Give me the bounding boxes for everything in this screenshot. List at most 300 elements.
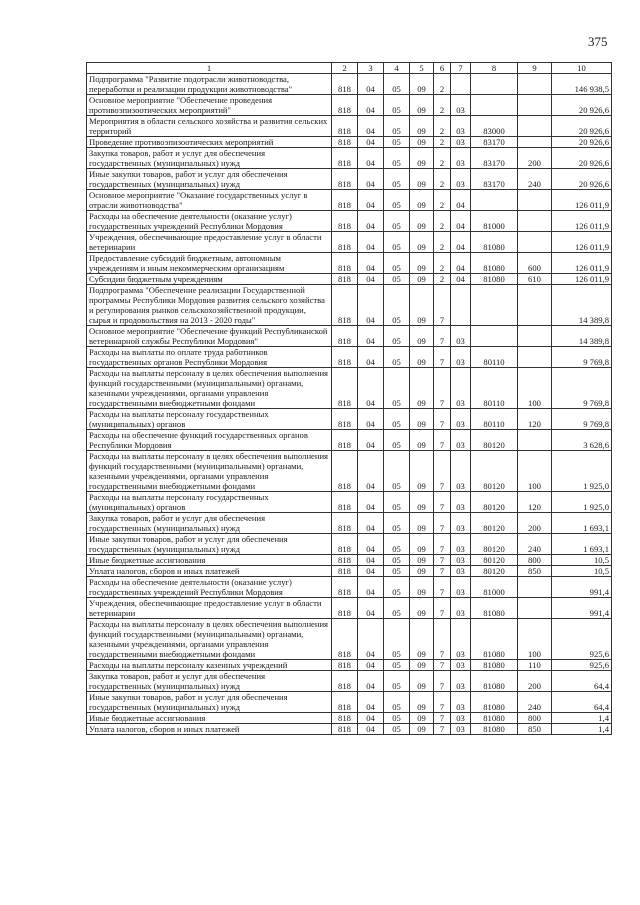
cell-item-name: Основное мероприятие "Обеспечение проведения противоэпизоотических мероприятий" bbox=[87, 95, 332, 116]
cell-item-name: Уплата налогов, сборов и иных платежей bbox=[87, 566, 332, 577]
cell-subsection-code: 05 bbox=[384, 534, 410, 555]
cell-subsection-code: 05 bbox=[384, 409, 410, 430]
cell-amount: 20 926,6 bbox=[552, 116, 612, 137]
column-header: 10 bbox=[552, 63, 612, 74]
table-row bbox=[87, 566, 612, 577]
column-header: 6 bbox=[434, 63, 451, 74]
cell-admin-code: 818 bbox=[332, 566, 358, 577]
cell-expense-type-code bbox=[518, 74, 552, 95]
cell-admin-code: 818 bbox=[332, 190, 358, 211]
cell-item-name: Расходы на выплаты персоналу казенных учреждений bbox=[87, 660, 332, 671]
cell-section-code: 04 bbox=[358, 190, 384, 211]
cell-subprogram-code: 7 bbox=[434, 660, 451, 671]
table-row bbox=[87, 713, 612, 724]
cell-amount: 9 769,8 bbox=[552, 368, 612, 409]
cell-admin-code: 818 bbox=[332, 409, 358, 430]
cell-item-name: Субсидии бюджетным учреждениям bbox=[87, 274, 332, 285]
cell-expense-type-code: 200 bbox=[518, 148, 552, 169]
column-header: 7 bbox=[451, 63, 471, 74]
cell-subprogram-code: 2 bbox=[434, 137, 451, 148]
cell-amount: 991,4 bbox=[552, 598, 612, 619]
cell-subsection-code: 05 bbox=[384, 555, 410, 566]
cell-program-code: 09 bbox=[410, 671, 434, 692]
cell-activity-code: 03 bbox=[451, 148, 471, 169]
cell-activity-code: 03 bbox=[451, 513, 471, 534]
column-header: 5 bbox=[410, 63, 434, 74]
cell-item-name: Иные бюджетные ассигнования bbox=[87, 555, 332, 566]
cell-subsection-code: 05 bbox=[384, 190, 410, 211]
cell-admin-code: 818 bbox=[332, 211, 358, 232]
cell-subsection-code: 05 bbox=[384, 148, 410, 169]
cell-direction-code: 80120 bbox=[471, 430, 518, 451]
cell-activity-code: 04 bbox=[451, 232, 471, 253]
table-row bbox=[87, 116, 612, 137]
column-header: 1 bbox=[87, 63, 332, 74]
cell-program-code: 09 bbox=[410, 74, 434, 95]
cell-section-code: 04 bbox=[358, 724, 384, 735]
table-body bbox=[87, 74, 612, 735]
cell-program-code: 09 bbox=[410, 274, 434, 285]
cell-expense-type-code: 200 bbox=[518, 513, 552, 534]
cell-admin-code: 818 bbox=[332, 368, 358, 409]
table-row bbox=[87, 534, 612, 555]
cell-direction-code: 81000 bbox=[471, 577, 518, 598]
cell-section-code: 04 bbox=[358, 137, 384, 148]
budget-table bbox=[86, 62, 612, 735]
cell-program-code: 09 bbox=[410, 513, 434, 534]
cell-expense-type-code bbox=[518, 430, 552, 451]
cell-direction-code: 81080 bbox=[471, 671, 518, 692]
cell-amount: 3 628,6 bbox=[552, 430, 612, 451]
cell-section-code: 04 bbox=[358, 253, 384, 274]
table-row bbox=[87, 211, 612, 232]
cell-subsection-code: 05 bbox=[384, 232, 410, 253]
cell-subprogram-code: 7 bbox=[434, 409, 451, 430]
cell-amount: 9 769,8 bbox=[552, 347, 612, 368]
cell-activity-code: 03 bbox=[451, 598, 471, 619]
cell-section-code: 04 bbox=[358, 598, 384, 619]
cell-program-code: 09 bbox=[410, 566, 434, 577]
cell-amount: 146 938,5 bbox=[552, 74, 612, 95]
cell-program-code: 09 bbox=[410, 598, 434, 619]
table-row bbox=[87, 671, 612, 692]
cell-expense-type-code: 610 bbox=[518, 274, 552, 285]
cell-expense-type-code bbox=[518, 347, 552, 368]
cell-item-name: Иные закупки товаров, работ и услуг для обеспечения государственных (муниципальных) нужд bbox=[87, 169, 332, 190]
cell-item-name: Учреждения, обеспечивающие предоставление услуг в области ветеринарии bbox=[87, 232, 332, 253]
cell-subprogram-code: 7 bbox=[434, 347, 451, 368]
cell-amount: 126 011,9 bbox=[552, 253, 612, 274]
cell-expense-type-code: 800 bbox=[518, 555, 552, 566]
table-row bbox=[87, 409, 612, 430]
cell-expense-type-code: 200 bbox=[518, 671, 552, 692]
cell-activity-code: 03 bbox=[451, 95, 471, 116]
table-row bbox=[87, 598, 612, 619]
cell-subprogram-code: 7 bbox=[434, 713, 451, 724]
cell-section-code: 04 bbox=[358, 148, 384, 169]
cell-subsection-code: 05 bbox=[384, 660, 410, 671]
cell-section-code: 04 bbox=[358, 577, 384, 598]
cell-subsection-code: 05 bbox=[384, 368, 410, 409]
cell-admin-code: 818 bbox=[332, 534, 358, 555]
cell-subsection-code: 05 bbox=[384, 274, 410, 285]
cell-subprogram-code: 2 bbox=[434, 232, 451, 253]
cell-amount: 1 925,0 bbox=[552, 451, 612, 492]
cell-direction-code: 80120 bbox=[471, 534, 518, 555]
cell-amount: 1 925,0 bbox=[552, 492, 612, 513]
cell-amount: 126 011,9 bbox=[552, 211, 612, 232]
cell-program-code: 09 bbox=[410, 713, 434, 724]
cell-subprogram-code: 2 bbox=[434, 190, 451, 211]
table-row bbox=[87, 148, 612, 169]
cell-item-name: Учреждения, обеспечивающие предоставление услуг в области ветеринарии bbox=[87, 598, 332, 619]
cell-expense-type-code bbox=[518, 285, 552, 326]
cell-admin-code: 818 bbox=[332, 285, 358, 326]
table-row bbox=[87, 692, 612, 713]
cell-subprogram-code: 7 bbox=[434, 368, 451, 409]
cell-direction-code: 80120 bbox=[471, 513, 518, 534]
cell-subsection-code: 05 bbox=[384, 347, 410, 368]
cell-subprogram-code: 2 bbox=[434, 74, 451, 95]
cell-subsection-code: 05 bbox=[384, 619, 410, 660]
cell-section-code: 04 bbox=[358, 555, 384, 566]
cell-subprogram-code: 7 bbox=[434, 577, 451, 598]
column-header: 8 bbox=[471, 63, 518, 74]
cell-subsection-code: 05 bbox=[384, 598, 410, 619]
cell-subsection-code: 05 bbox=[384, 116, 410, 137]
cell-amount: 126 011,9 bbox=[552, 274, 612, 285]
page-number: 375 bbox=[588, 34, 608, 49]
cell-amount: 1,4 bbox=[552, 713, 612, 724]
table-row bbox=[87, 137, 612, 148]
cell-expense-type-code: 100 bbox=[518, 619, 552, 660]
cell-subprogram-code: 2 bbox=[434, 169, 451, 190]
cell-direction-code: 83170 bbox=[471, 137, 518, 148]
cell-subsection-code: 05 bbox=[384, 513, 410, 534]
cell-item-name: Проведение противоэпизоотических мероприятий bbox=[87, 137, 332, 148]
table-row bbox=[87, 451, 612, 492]
cell-item-name: Иные закупки товаров, работ и услуг для обеспечения государственных (муниципальных) нужд bbox=[87, 692, 332, 713]
cell-direction-code: 83000 bbox=[471, 116, 518, 137]
cell-section-code: 04 bbox=[358, 492, 384, 513]
cell-activity-code: 03 bbox=[451, 534, 471, 555]
cell-subsection-code: 05 bbox=[384, 492, 410, 513]
cell-admin-code: 818 bbox=[332, 671, 358, 692]
cell-admin-code: 818 bbox=[332, 713, 358, 724]
cell-subprogram-code: 7 bbox=[434, 326, 451, 347]
cell-expense-type-code: 600 bbox=[518, 253, 552, 274]
table-row bbox=[87, 347, 612, 368]
cell-expense-type-code: 240 bbox=[518, 534, 552, 555]
cell-section-code: 04 bbox=[358, 660, 384, 671]
cell-subprogram-code: 7 bbox=[434, 692, 451, 713]
cell-subprogram-code: 7 bbox=[434, 671, 451, 692]
cell-section-code: 04 bbox=[358, 326, 384, 347]
cell-activity-code: 03 bbox=[451, 566, 471, 577]
cell-section-code: 04 bbox=[358, 169, 384, 190]
cell-amount: 14 389,8 bbox=[552, 285, 612, 326]
cell-activity-code: 04 bbox=[451, 211, 471, 232]
cell-direction-code bbox=[471, 326, 518, 347]
cell-program-code: 09 bbox=[410, 285, 434, 326]
cell-program-code: 09 bbox=[410, 232, 434, 253]
table-row bbox=[87, 724, 612, 735]
cell-activity-code: 03 bbox=[451, 713, 471, 724]
cell-expense-type-code bbox=[518, 190, 552, 211]
cell-admin-code: 818 bbox=[332, 555, 358, 566]
cell-subprogram-code: 7 bbox=[434, 555, 451, 566]
cell-program-code: 09 bbox=[410, 95, 434, 116]
cell-direction-code: 81080 bbox=[471, 598, 518, 619]
cell-activity-code: 03 bbox=[451, 692, 471, 713]
cell-item-name: Расходы на обеспечение деятельности (оказание услуг) государственных учреждений Республики Мордовия bbox=[87, 577, 332, 598]
cell-admin-code: 818 bbox=[332, 137, 358, 148]
cell-admin-code: 818 bbox=[332, 232, 358, 253]
cell-direction-code: 80120 bbox=[471, 555, 518, 566]
cell-amount: 64,4 bbox=[552, 671, 612, 692]
cell-expense-type-code bbox=[518, 95, 552, 116]
cell-amount: 1,4 bbox=[552, 724, 612, 735]
cell-subprogram-code: 7 bbox=[434, 492, 451, 513]
cell-direction-code: 80120 bbox=[471, 492, 518, 513]
column-header: 4 bbox=[384, 63, 410, 74]
cell-subsection-code: 05 bbox=[384, 285, 410, 326]
cell-subsection-code: 05 bbox=[384, 451, 410, 492]
cell-admin-code: 818 bbox=[332, 74, 358, 95]
cell-program-code: 09 bbox=[410, 577, 434, 598]
cell-section-code: 04 bbox=[358, 409, 384, 430]
cell-item-name: Иные бюджетные ассигнования bbox=[87, 713, 332, 724]
cell-activity-code: 03 bbox=[451, 326, 471, 347]
cell-amount: 20 926,6 bbox=[552, 137, 612, 148]
cell-activity-code: 03 bbox=[451, 347, 471, 368]
cell-activity-code: 03 bbox=[451, 409, 471, 430]
cell-admin-code: 818 bbox=[332, 169, 358, 190]
cell-expense-type-code: 240 bbox=[518, 692, 552, 713]
cell-admin-code: 818 bbox=[332, 148, 358, 169]
cell-direction-code: 80120 bbox=[471, 451, 518, 492]
table-row bbox=[87, 555, 612, 566]
cell-subsection-code: 05 bbox=[384, 137, 410, 148]
cell-item-name: Расходы на выплаты персоналу в целях обеспечения выполнения функций государственными (муниципальными) органами, казенными учреждениями, органами управления государственными внебюджетными фондами bbox=[87, 619, 332, 660]
cell-activity-code bbox=[451, 74, 471, 95]
cell-expense-type-code bbox=[518, 598, 552, 619]
cell-expense-type-code bbox=[518, 232, 552, 253]
cell-activity-code: 04 bbox=[451, 253, 471, 274]
cell-subsection-code: 05 bbox=[384, 692, 410, 713]
cell-section-code: 04 bbox=[358, 232, 384, 253]
cell-amount: 14 389,8 bbox=[552, 326, 612, 347]
cell-activity-code: 03 bbox=[451, 671, 471, 692]
cell-admin-code: 818 bbox=[332, 347, 358, 368]
cell-program-code: 09 bbox=[410, 368, 434, 409]
cell-subsection-code: 05 bbox=[384, 671, 410, 692]
cell-program-code: 09 bbox=[410, 253, 434, 274]
table-row bbox=[87, 513, 612, 534]
cell-direction-code: 81080 bbox=[471, 253, 518, 274]
cell-expense-type-code: 850 bbox=[518, 566, 552, 577]
cell-admin-code: 818 bbox=[332, 692, 358, 713]
cell-program-code: 09 bbox=[410, 619, 434, 660]
cell-activity-code: 03 bbox=[451, 619, 471, 660]
cell-subprogram-code: 2 bbox=[434, 116, 451, 137]
cell-subsection-code: 05 bbox=[384, 95, 410, 116]
table-row bbox=[87, 232, 612, 253]
cell-program-code: 09 bbox=[410, 492, 434, 513]
cell-section-code: 04 bbox=[358, 713, 384, 724]
cell-item-name: Закупка товаров, работ и услуг для обеспечения государственных (муниципальных) нужд bbox=[87, 513, 332, 534]
cell-section-code: 04 bbox=[358, 534, 384, 555]
cell-item-name: Подпрограмма "Развитие подотрасли животноводства, переработки и реализации продукции животноводства" bbox=[87, 74, 332, 95]
cell-section-code: 04 bbox=[358, 347, 384, 368]
cell-subprogram-code: 7 bbox=[434, 451, 451, 492]
cell-item-name: Расходы на обеспечение деятельности (оказание услуг) государственных учреждений Республики Мордовия bbox=[87, 211, 332, 232]
cell-direction-code: 81080 bbox=[471, 713, 518, 724]
cell-expense-type-code: 800 bbox=[518, 713, 552, 724]
cell-amount: 126 011,9 bbox=[552, 232, 612, 253]
cell-expense-type-code: 110 bbox=[518, 660, 552, 671]
cell-item-name: Расходы на обеспечение функций государственных органов Республики Мордовия bbox=[87, 430, 332, 451]
cell-activity-code: 03 bbox=[451, 451, 471, 492]
cell-activity-code: 03 bbox=[451, 724, 471, 735]
table-row bbox=[87, 326, 612, 347]
cell-activity-code bbox=[451, 285, 471, 326]
cell-activity-code: 03 bbox=[451, 660, 471, 671]
cell-program-code: 09 bbox=[410, 116, 434, 137]
cell-admin-code: 818 bbox=[332, 274, 358, 285]
cell-expense-type-code bbox=[518, 116, 552, 137]
table-row bbox=[87, 577, 612, 598]
cell-item-name: Уплата налогов, сборов и иных платежей bbox=[87, 724, 332, 735]
table-row bbox=[87, 169, 612, 190]
cell-direction-code bbox=[471, 190, 518, 211]
table-row bbox=[87, 190, 612, 211]
header-row bbox=[87, 63, 612, 74]
cell-admin-code: 818 bbox=[332, 577, 358, 598]
cell-admin-code: 818 bbox=[332, 451, 358, 492]
cell-amount: 1 693,1 bbox=[552, 513, 612, 534]
cell-activity-code: 03 bbox=[451, 116, 471, 137]
cell-program-code: 09 bbox=[410, 326, 434, 347]
cell-direction-code: 80110 bbox=[471, 347, 518, 368]
cell-item-name: Закупка товаров, работ и услуг для обеспечения государственных (муниципальных) нужд bbox=[87, 148, 332, 169]
cell-program-code: 09 bbox=[410, 451, 434, 492]
cell-section-code: 04 bbox=[358, 692, 384, 713]
cell-section-code: 04 bbox=[358, 671, 384, 692]
cell-admin-code: 818 bbox=[332, 513, 358, 534]
cell-direction-code: 81080 bbox=[471, 232, 518, 253]
cell-program-code: 09 bbox=[410, 347, 434, 368]
table-row bbox=[87, 253, 612, 274]
cell-activity-code: 04 bbox=[451, 274, 471, 285]
cell-admin-code: 818 bbox=[332, 660, 358, 671]
cell-amount: 20 926,6 bbox=[552, 169, 612, 190]
cell-section-code: 04 bbox=[358, 74, 384, 95]
cell-activity-code: 03 bbox=[451, 169, 471, 190]
cell-subsection-code: 05 bbox=[384, 326, 410, 347]
cell-program-code: 09 bbox=[410, 724, 434, 735]
column-header: 9 bbox=[518, 63, 552, 74]
cell-item-name: Расходы на выплаты персоналу в целях обеспечения выполнения функций государственными (муниципальными) органами, казенными учреждениями, органами управления государственными внебюджетными фондами bbox=[87, 368, 332, 409]
cell-item-name: Иные закупки товаров, работ и услуг для обеспечения государственных (муниципальных) нужд bbox=[87, 534, 332, 555]
cell-subsection-code: 05 bbox=[384, 169, 410, 190]
cell-section-code: 04 bbox=[358, 274, 384, 285]
cell-subsection-code: 05 bbox=[384, 211, 410, 232]
cell-expense-type-code bbox=[518, 137, 552, 148]
cell-admin-code: 818 bbox=[332, 116, 358, 137]
table-row bbox=[87, 74, 612, 95]
cell-section-code: 04 bbox=[358, 619, 384, 660]
cell-section-code: 04 bbox=[358, 430, 384, 451]
cell-item-name: Расходы на выплаты персоналу государственных (муниципальных) органов bbox=[87, 409, 332, 430]
cell-amount: 925,6 bbox=[552, 619, 612, 660]
cell-program-code: 09 bbox=[410, 534, 434, 555]
cell-amount: 991,4 bbox=[552, 577, 612, 598]
cell-amount: 925,6 bbox=[552, 660, 612, 671]
cell-admin-code: 818 bbox=[332, 598, 358, 619]
cell-direction-code: 81000 bbox=[471, 211, 518, 232]
cell-direction-code: 83170 bbox=[471, 148, 518, 169]
cell-item-name: Закупка товаров, работ и услуг для обеспечения государственных (муниципальных) нужд bbox=[87, 671, 332, 692]
cell-direction-code: 81080 bbox=[471, 274, 518, 285]
cell-direction-code: 81080 bbox=[471, 692, 518, 713]
cell-admin-code: 818 bbox=[332, 253, 358, 274]
cell-expense-type-code: 120 bbox=[518, 409, 552, 430]
cell-admin-code: 818 bbox=[332, 492, 358, 513]
cell-program-code: 09 bbox=[410, 211, 434, 232]
cell-subprogram-code: 2 bbox=[434, 274, 451, 285]
cell-expense-type-code: 120 bbox=[518, 492, 552, 513]
cell-subprogram-code: 7 bbox=[434, 724, 451, 735]
cell-amount: 20 926,6 bbox=[552, 95, 612, 116]
cell-amount: 1 693,1 bbox=[552, 534, 612, 555]
cell-expense-type-code: 850 bbox=[518, 724, 552, 735]
cell-direction-code: 81080 bbox=[471, 660, 518, 671]
cell-expense-type-code bbox=[518, 577, 552, 598]
table-row bbox=[87, 430, 612, 451]
cell-direction-code: 80110 bbox=[471, 409, 518, 430]
cell-activity-code: 03 bbox=[451, 368, 471, 409]
cell-subsection-code: 05 bbox=[384, 253, 410, 274]
cell-admin-code: 818 bbox=[332, 326, 358, 347]
cell-program-code: 09 bbox=[410, 409, 434, 430]
table-row bbox=[87, 368, 612, 409]
cell-admin-code: 818 bbox=[332, 430, 358, 451]
cell-subprogram-code: 2 bbox=[434, 253, 451, 274]
cell-item-name: Предоставление субсидий бюджетным, автономным учреждениям и иным некоммерческим организациям bbox=[87, 253, 332, 274]
cell-direction-code: 80110 bbox=[471, 368, 518, 409]
cell-subprogram-code: 7 bbox=[434, 566, 451, 577]
cell-section-code: 04 bbox=[358, 211, 384, 232]
cell-direction-code: 81080 bbox=[471, 724, 518, 735]
table-row bbox=[87, 274, 612, 285]
cell-program-code: 09 bbox=[410, 555, 434, 566]
cell-subprogram-code: 7 bbox=[434, 513, 451, 534]
cell-item-name: Подпрограмма "Обеспечение реализации Государственной программы Республики Мордовия развития сельского хозяйства и регулирования рынков сельскохозяйственной продукции, сырья и продовольствия на 2013 - 2020 годы" bbox=[87, 285, 332, 326]
cell-amount: 126 011,9 bbox=[552, 190, 612, 211]
cell-subprogram-code: 2 bbox=[434, 148, 451, 169]
cell-subsection-code: 05 bbox=[384, 430, 410, 451]
cell-direction-code bbox=[471, 285, 518, 326]
cell-subprogram-code: 2 bbox=[434, 211, 451, 232]
cell-subprogram-code: 7 bbox=[434, 430, 451, 451]
cell-subprogram-code: 7 bbox=[434, 285, 451, 326]
cell-section-code: 04 bbox=[358, 368, 384, 409]
table-row bbox=[87, 619, 612, 660]
column-header: 3 bbox=[358, 63, 384, 74]
cell-admin-code: 818 bbox=[332, 95, 358, 116]
cell-subprogram-code: 7 bbox=[434, 534, 451, 555]
